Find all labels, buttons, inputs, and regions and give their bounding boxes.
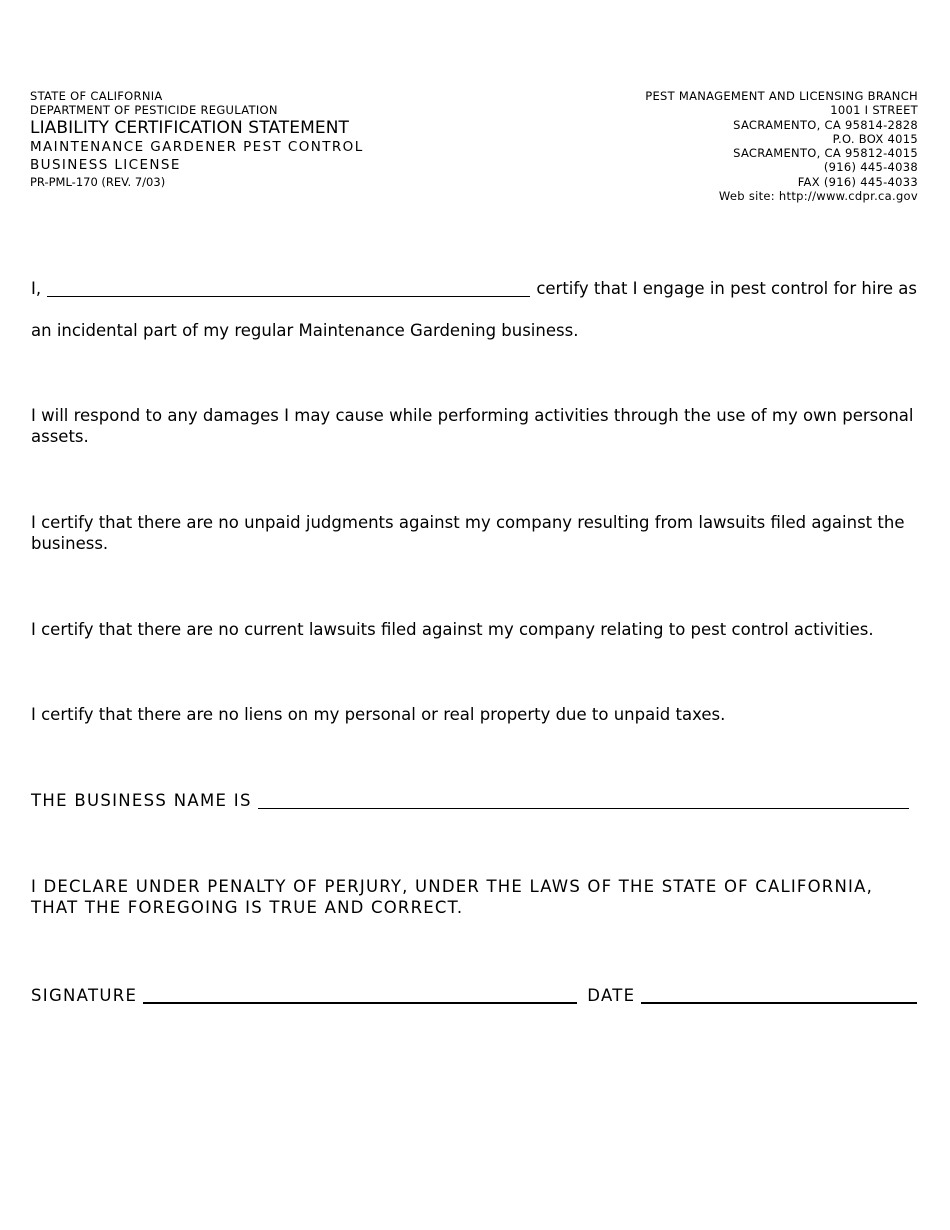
state-name: STATE OF CALIFORNIA [30,89,163,103]
branch-phone: (916) 445-4038 [823,160,918,175]
form-subtitle-line2: BUSINESS LICENSE [30,157,181,173]
business-name-field[interactable] [258,789,909,809]
lawsuits-statement: I certify that there are no current lawsuits filed against my company relating to pest control activities. [31,620,874,639]
liens-statement: I certify that there are no liens on my personal or real property due to unpaid taxes. [31,705,726,724]
certify-suffix: certify that I engage in pest control for hire as [536,279,917,298]
branch-city-po: SACRAMENTO, CA 95812-4015 [733,146,918,161]
certify-line2: an incidental part of my regular Maintenance Gardening business. [31,321,579,340]
business-name-label: THE BUSINESS NAME IS [31,791,252,810]
signature-field[interactable] [143,983,577,1004]
signature-label: SIGNATURE [31,986,138,1005]
perjury-declaration: I DECLARE UNDER PENALTY OF PERJURY, UNDER THE LAWS OF THE STATE OF CALIFORNIA, THAT THE FOREGOING IS TRUE AND CORRECT. [31,877,874,917]
branch-fax: FAX (916) 445-4033 [797,174,918,189]
form-subtitle-line1: MAINTENANCE GARDENER PEST CONTROL [30,139,364,155]
department-name: DEPARTMENT OF PESTICIDE REGULATION [30,103,278,117]
name-field[interactable] [47,277,530,297]
judgments-statement: I certify that there are no unpaid judgments against my company resulting from lawsuits filed against the business. [31,513,905,553]
form-number: PR-PML-170 (REV. 7/03) [30,175,166,189]
certify-name-row [31,277,917,299]
branch-website: Web site: http://www.cdpr.ca.gov [718,189,918,204]
form-title: LIABILITY CERTIFICATION STATEMENT [30,118,350,138]
branch-name: PEST MANAGEMENT AND LICENSING BRANCH [645,89,918,103]
certify-prefix: I, [31,279,42,298]
signature-row [31,983,917,1006]
header-agency-block [30,89,450,189]
damages-statement: I will respond to any damages I may cause while performing activities through the use of my own personal assets. [31,406,914,446]
branch-address-block [498,89,918,203]
date-label: DATE [587,986,636,1005]
branch-city-street: SACRAMENTO, CA 95814-2828 [733,117,918,132]
date-field[interactable] [641,983,917,1004]
branch-po-box: P.O. BOX 4015 [832,131,918,146]
business-name-row [31,789,917,811]
branch-street: 1001 I STREET [830,103,918,118]
